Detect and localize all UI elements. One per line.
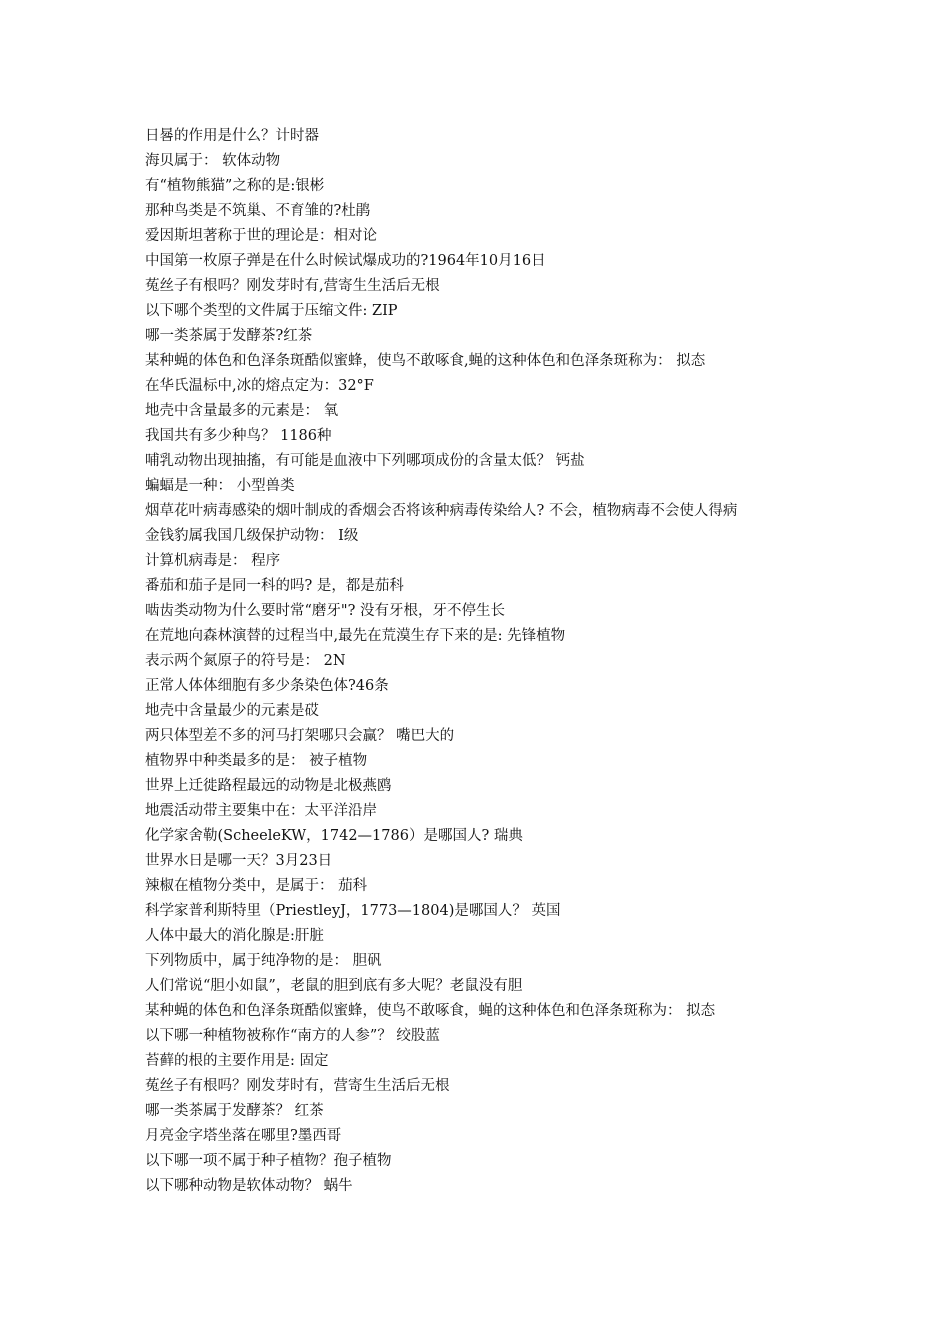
text-line-23: 正常人体体细胞有多少条染色体?46条 <box>145 678 389 694</box>
text-line-18: 计算机病毒是： 程序 <box>145 553 281 569</box>
text-line-14: 哺乳动物出现抽搐，有可能是血液中下列哪项成份的含量太低？ 钙盐 <box>145 453 585 469</box>
text-line-5: 爱因斯坦著称于世的理论是：相对论 <box>145 228 377 244</box>
text-line-39: 菟丝子有根吗？刚发芽时有，营寄生生活后无根 <box>145 1078 450 1094</box>
text-line-12: 地壳中含量最多的元素是： 氧 <box>145 403 339 419</box>
text-line-40: 哪一类茶属于发酵茶？ 红茶 <box>145 1103 324 1119</box>
text-line-26: 植物界中种类最多的是： 被子植物 <box>145 753 368 769</box>
document-body <box>145 124 813 1199</box>
text-line-21: 在荒地向森林演替的过程当中,最先在荒漠生存下来的是: 先锋植物 <box>145 628 566 644</box>
text-line-37: 以下哪一种植物被称作“南方的人参”？ 绞股蓝 <box>145 1028 440 1044</box>
text-line-36: 某种蝇的体色和色泽条斑酷似蜜蜂，使鸟不敢啄食，蝇的这种体色和色泽条斑称为： 拟态 <box>145 1003 716 1019</box>
text-line-7: 菟丝子有根吗？刚发芽时有,营寄生生活后无根 <box>145 278 440 294</box>
text-line-27: 世界上迁徙路程最远的动物是北极燕鸥 <box>145 778 392 794</box>
text-line-10: 某种蝇的体色和色泽条斑酷似蜜蜂，使鸟不敢啄食,蝇的这种体色和色泽条斑称为： 拟态 <box>145 353 706 369</box>
text-line-22: 表示两个氮原子的符号是： 2N <box>145 653 346 669</box>
text-line-11: 在华氏温标中,冰的熔点定为：32°F <box>145 378 374 394</box>
text-line-19: 番茄和茄子是同一科的吗? 是，都是茄科 <box>145 578 404 594</box>
text-line-13: 我国共有多少种鸟？ 1186种 <box>145 428 332 444</box>
text-line-33: 人体中最大的消化腺是:肝脏 <box>145 928 324 944</box>
text-line-30: 世界水日是哪一天？3月23日 <box>145 853 333 869</box>
text-line-16: 烟草花叶病毒感染的烟叶制成的香烟会否将该种病毒传染给人? 不会，植物病毒不会使人得病 <box>145 503 738 519</box>
text-line-20: 啮齿类动物为什么要时常“磨牙"? 没有牙根，牙不停生长 <box>145 603 505 619</box>
text-line-41: 月亮金字塔坐落在哪里?墨西哥 <box>145 1128 342 1144</box>
text-line-15: 蝙蝠是一种： 小型兽类 <box>145 478 295 494</box>
text-line-43: 以下哪种动物是软体动物？ 蜗牛 <box>145 1178 353 1194</box>
text-line-8: 以下哪个类型的文件属于压缩文件: ZIP <box>145 303 398 319</box>
text-line-6: 中国第一枚原子弹是在什么时候试爆成功的?1964年10月16日 <box>145 253 546 269</box>
text-line-3: 有“植物熊猫”之称的是:银彬 <box>145 178 325 194</box>
text-line-31: 辣椒在植物分类中，是属于： 茄科 <box>145 878 368 894</box>
text-line-4: 那种鸟类是不筑巢、不育雏的?杜鹃 <box>145 203 371 219</box>
text-line-1: 日晷的作用是什么？计时器 <box>145 128 319 144</box>
text-line-29: 化学家舍勒(ScheeleKW，1742—1786）是哪国人? 瑞典 <box>145 828 523 844</box>
text-line-42: 以下哪一项不属于种子植物？孢子植物 <box>145 1153 392 1169</box>
text-line-32: 科学家普利斯特里（PriestleyJ，1773—1804)是哪国人？ 英国 <box>145 903 561 919</box>
text-line-28: 地震活动带主要集中在：太平洋沿岸 <box>145 803 377 819</box>
text-line-38: 苔藓的根的主要作用是: 固定 <box>145 1053 329 1069</box>
text-line-9: 哪一类茶属于发酵茶?红茶 <box>145 328 313 344</box>
text-line-24: 地壳中含量最少的元素是砹 <box>145 703 319 719</box>
text-line-17: 金钱豹属我国几级保护动物： I级 <box>145 528 359 544</box>
text-line-34: 下列物质中，属于纯净物的是： 胆矾 <box>145 953 382 969</box>
text-line-2: 海贝属于： 软体动物 <box>145 153 281 169</box>
text-line-25: 两只体型差不多的河马打架哪只会赢？ 嘴巴大的 <box>145 728 455 744</box>
text-line-35: 人们常说“胆小如鼠”，老鼠的胆到底有多大呢？老鼠没有胆 <box>145 978 523 994</box>
